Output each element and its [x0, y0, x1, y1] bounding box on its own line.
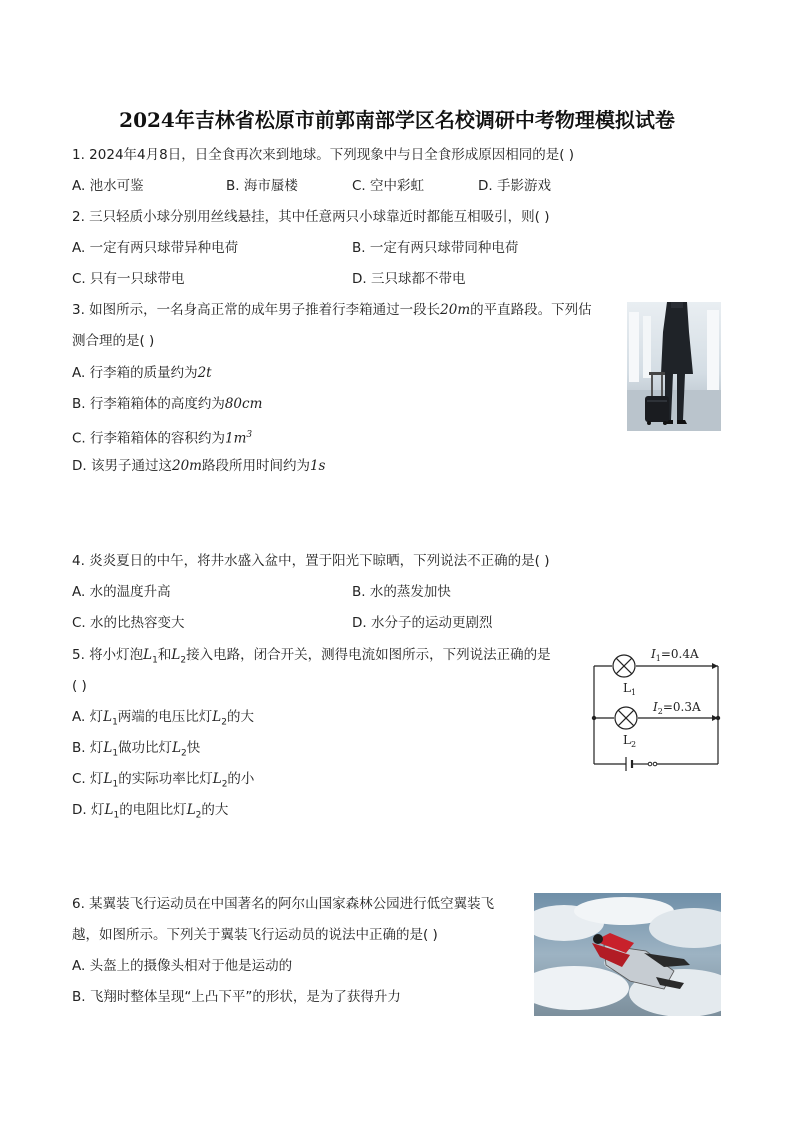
q5-c-L-sub: 1	[112, 779, 119, 790]
lamp-l2-label: $L_2$	[623, 733, 637, 749]
q5-d-text: D. 灯	[72, 802, 105, 818]
q5-d-L2: L	[186, 802, 196, 818]
q5-a-L2: L	[212, 709, 222, 725]
q5-b-text-3: 快	[186, 740, 201, 756]
q3-stem-value: 20m	[440, 302, 471, 318]
q4-stem: 4. 炎炎夏日的中午，将井水盛入盆中，置于阳光下晾晒，下列说法不正确的是( )	[72, 553, 550, 569]
q4-option-a: A. 水的温度升高	[72, 584, 171, 600]
q5-d-L2-sub: 2	[195, 810, 202, 821]
q5-b-text: B. 灯	[72, 740, 104, 756]
q3-option-c-text: C. 行李箱箱体的容积约为	[72, 430, 226, 447]
q5-b-L2: L	[172, 740, 182, 756]
q2-option-c: C. 只有一只球带电	[72, 271, 185, 287]
q6-option-a: A. 头盔上的摄像头相对于他是运动的	[72, 958, 293, 974]
lamp-l2-icon	[615, 707, 637, 729]
lamp-l1-icon	[613, 655, 635, 677]
q5-a-text: A. 灯	[72, 709, 104, 725]
q5-option-d	[72, 801, 228, 825]
q2-option-b: B. 一定有两只球带同种电荷	[352, 240, 519, 256]
q1-stem: 1. 2024年4月8日，日全食再次来到地球。下列现象中与日全食形成原因相同的是( )	[72, 147, 575, 163]
q3-option-a	[72, 364, 212, 382]
q3-option-a-text: A. 行李箱的质量约为	[72, 365, 198, 381]
q5-c-text-3: 的小	[227, 771, 255, 787]
junction-left-dot	[592, 716, 596, 720]
q3-option-d-value: 20m	[171, 458, 202, 474]
q2-option-d: D. 三只球都不带电	[352, 271, 466, 287]
q1-option-a: A. 池水可鉴	[72, 178, 144, 194]
q5-a-L2-sub: 2	[221, 717, 227, 728]
current-i1-label: $I_1=0.4A$	[651, 647, 699, 663]
q5-c-text-2: 的实际功率比灯	[118, 771, 213, 787]
luggage-photo	[627, 302, 721, 431]
current-i2-label: $I_2=0.3A$	[653, 700, 701, 716]
q1-option-d: D. 手影游戏	[478, 178, 551, 194]
q3-option-d-text: D. 该男子通过这	[72, 458, 172, 474]
switch-icon	[648, 762, 657, 766]
q5-c-L2: L	[212, 771, 222, 787]
q2-stem: 2. 三只轻质小球分别用丝线悬挂，其中任意两只小球靠近时都能互相吸引，则( )	[72, 209, 550, 225]
arrow-top-icon	[712, 663, 718, 669]
wingsuit-flyer-icon	[534, 893, 721, 1016]
q4-option-c: C. 水的比热容变大	[72, 615, 185, 631]
wingsuit-photo	[534, 893, 721, 1016]
q3-option-b	[72, 395, 262, 413]
q5-option-a	[72, 708, 254, 732]
q5-a-text-2: 两端的电压比灯	[117, 709, 213, 725]
lamp-l1-label: $L_1$	[623, 681, 637, 697]
q6-option-b: B. 飞翔时整体呈现“上凸下平”的形状，是为了获得升力	[72, 989, 401, 1005]
q5-stem-line2: ( )	[72, 678, 87, 694]
q3-stem-line1	[72, 301, 592, 319]
q3-option-c	[72, 426, 252, 448]
q3-option-b-text: B. 行李箱箱体的高度约为	[72, 396, 225, 412]
q5-and: 和	[157, 647, 172, 663]
q3-option-c-value: 1m	[225, 430, 247, 447]
q3-stem-text: 3. 如图所示，一名身高正常的成年男子推着行李箱通过一段长	[72, 302, 441, 318]
q5-lamp-sub: 1	[152, 655, 158, 666]
traveler-with-suitcase-icon	[627, 302, 721, 431]
q1-option-c: C. 空中彩虹	[352, 178, 425, 194]
q5-option-c	[72, 770, 254, 794]
q5-d-text-3: 的大	[201, 802, 229, 818]
q3-option-b-value: 80cm	[224, 396, 263, 412]
q3-option-d-value-2: 1s	[309, 458, 326, 474]
q3-option-d-text-2: 路段所用时间约为	[201, 458, 310, 474]
q3-stem-line2: 测合理的是( )	[72, 333, 155, 349]
q5-d-L: L	[104, 802, 114, 818]
q5-b-text-2: 做功比灯	[118, 740, 173, 756]
q3-option-a-value: 2t	[197, 365, 212, 381]
circuit-diagram	[588, 644, 728, 772]
q5-a-L: L	[103, 709, 113, 725]
q5-d-text-2: 的电阻比灯	[119, 802, 187, 818]
q5-d-L-sub: 1	[113, 810, 120, 821]
q6-stem-line2: 越，如图所示。下列关于翼装飞行运动员的说法中正确的是( )	[72, 927, 438, 943]
q5-stem-line1	[72, 646, 551, 670]
q5-stem-text: 5. 将小灯泡	[72, 647, 144, 663]
q1-option-b: B. 海市蜃楼	[226, 178, 298, 194]
q5-c-L: L	[103, 771, 113, 787]
arrow-mid-icon	[712, 715, 718, 721]
q5-stem-text-2: 接入电路，闭合开关，测得电流如图所示，下列说法正确的是	[186, 647, 551, 663]
q5-b-L-sub: 1	[112, 748, 119, 759]
q2-option-a: A. 一定有两只球带异种电荷	[72, 240, 239, 256]
q4-option-b: B. 水的蒸发加快	[352, 584, 451, 600]
q3-option-c-exponent: 3	[246, 430, 253, 440]
q5-b-L: L	[103, 740, 113, 756]
q3-option-d	[72, 457, 326, 475]
q4-option-d: D. 水分子的运动更剧烈	[352, 615, 493, 631]
q5-c-L2-sub: 2	[221, 779, 228, 790]
q5-a-L-sub: 1	[112, 717, 118, 728]
q5-c-text: C. 灯	[72, 771, 104, 787]
q6-stem-line1: 6. 某翼装飞行运动员在中国著名的阿尔山国家森林公园进行低空翼装飞	[72, 896, 495, 912]
q5-b-L2-sub: 2	[181, 748, 187, 759]
q5-a-text-3: 的大	[227, 709, 254, 725]
q5-lamp-symbol: L	[143, 647, 153, 663]
q5-lamp-symbol-2: L	[171, 647, 181, 663]
q3-stem-text-2: 的平直路段。下列估	[470, 302, 592, 318]
q5-option-b	[72, 739, 200, 763]
battery-icon	[626, 757, 632, 771]
q5-lamp-sub-2: 2	[180, 655, 187, 666]
page-title: 2024年吉林省松原市前郭南部学区名校调研中考物理模拟试卷	[119, 108, 675, 132]
